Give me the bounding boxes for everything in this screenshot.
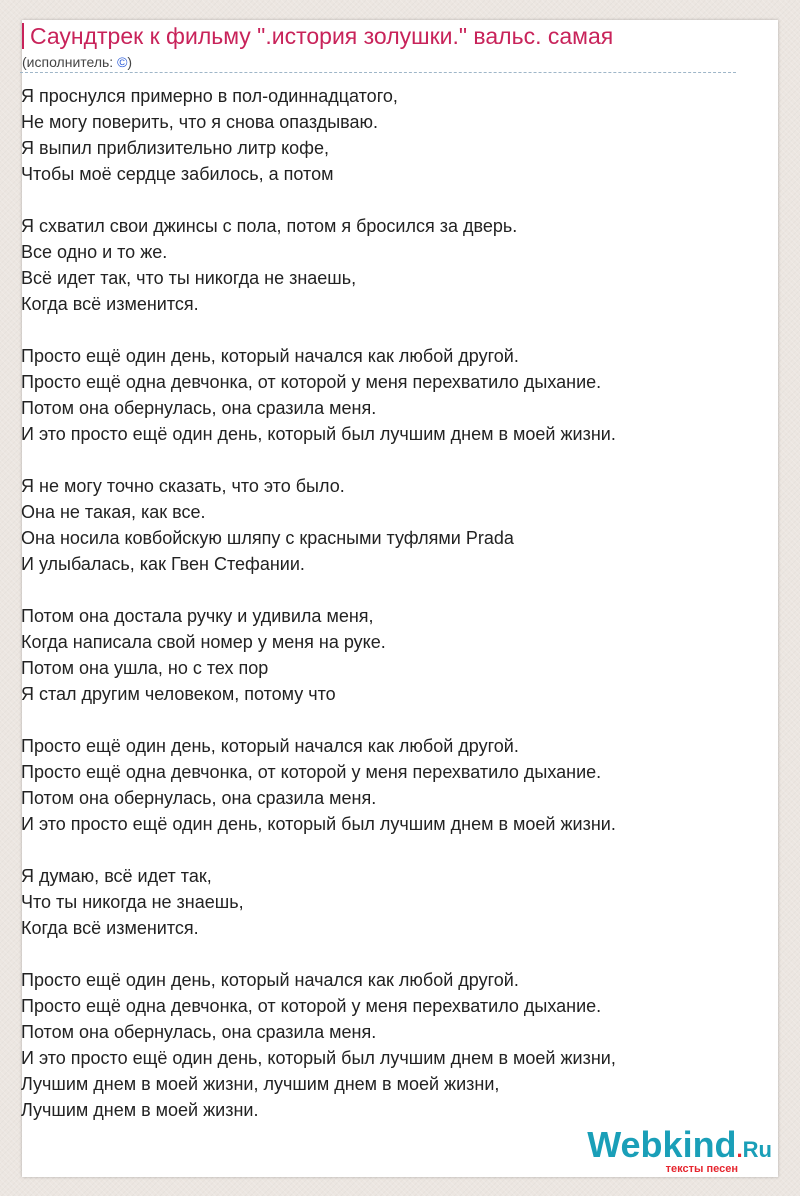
lyrics-line: Лучшим днем в моей жизни, лучшим днем в моей жизни, xyxy=(21,1074,500,1094)
lyrics-line: И это просто ещё один день, который был лучшим днем в моей жизни. xyxy=(21,814,616,834)
lyrics-line: Просто ещё одна девчонка, от которой у меня перехватило дыхание. xyxy=(21,372,602,392)
lyrics-line: Лучшим днем в моей жизни. xyxy=(21,1100,259,1120)
lyrics-line: Я проснулся примерно в пол-одиннадцатого, xyxy=(21,86,398,106)
logo-dot: . xyxy=(736,1137,743,1162)
lyrics-stanza xyxy=(21,863,737,941)
lyrics-stanza xyxy=(21,343,737,447)
performer-link[interactable]: © xyxy=(117,54,128,70)
lyrics-line: Потом она достала ручку и удивила меня, xyxy=(21,606,374,626)
lyrics-line: Когда всё изменится. xyxy=(21,918,199,938)
page-header xyxy=(22,21,736,71)
logo-tld: Ru xyxy=(742,1137,772,1162)
lyrics-line: Я думаю, всё идет так, xyxy=(21,866,212,886)
lyrics-line: И это просто ещё один день, который был лучшим днем в моей жизни. xyxy=(21,424,616,444)
lyrics-line: Всё идет так, что ты никогда не знаешь, xyxy=(21,268,357,288)
lyrics-line: Просто ещё одна девчонка, от которой у меня перехватило дыхание. xyxy=(21,996,602,1016)
lyrics-stanza xyxy=(21,213,737,317)
lyrics-line: Я стал другим человеком, потому что xyxy=(21,684,336,704)
lyrics-line: Потом она обернулась, она сразила меня. xyxy=(21,1022,377,1042)
lyrics-line: Потом она обернулась, она сразила меня. xyxy=(21,398,377,418)
lyrics-line: Что ты никогда не знаешь, xyxy=(21,892,244,912)
lyrics-line: И это просто ещё один день, который был лучшим днем в моей жизни, xyxy=(21,1048,616,1068)
lyrics-line: Просто ещё один день, который начался как любой другой. xyxy=(21,346,519,366)
logo-tagline: тексты песен xyxy=(665,1163,738,1175)
page-title: Саундтрек к фильму ".история золушки." вальс. самая xyxy=(30,23,614,49)
title-row xyxy=(22,21,736,51)
site-logo[interactable] xyxy=(587,1124,772,1175)
lyrics-line: Я выпил приблизительно литр кофе, xyxy=(21,138,329,158)
lyrics-stanza xyxy=(21,733,737,837)
lyrics-line: Просто ещё один день, который начался как любой другой. xyxy=(21,970,519,990)
performer-close: ) xyxy=(127,54,133,70)
lyrics-stanza xyxy=(21,967,737,1123)
title-accent-bar xyxy=(22,23,24,49)
header-divider xyxy=(20,72,736,73)
lyrics-text xyxy=(21,83,737,1149)
lyrics-line: Потом она обернулась, она сразила меня. xyxy=(21,788,377,808)
logo-name: Webkind xyxy=(587,1124,737,1165)
lyrics-stanza xyxy=(21,603,737,707)
logo-wordmark xyxy=(587,1124,772,1168)
lyrics-line: Чтобы моё сердце забилось, а потом xyxy=(21,164,334,184)
lyrics-stanza xyxy=(21,83,737,187)
lyrics-line: Я схватил свои джинсы с пола, потом я бросился за дверь. xyxy=(21,216,518,236)
lyrics-line: Просто ещё один день, который начался как любой другой. xyxy=(21,736,519,756)
lyrics-line: И улыбалась, как Гвен Стефании. xyxy=(21,554,305,574)
lyrics-line: Она не такая, как все. xyxy=(21,502,206,522)
performer-label: (исполнитель: xyxy=(22,54,118,70)
performer-line xyxy=(22,53,736,71)
lyrics-stanza xyxy=(21,473,737,577)
lyrics-line: Когда всё изменится. xyxy=(21,294,199,314)
lyrics-line: Все одно и то же. xyxy=(21,242,168,262)
lyrics-line: Я не могу точно сказать, что это было. xyxy=(21,476,345,496)
lyrics-line: Не могу поверить, что я снова опаздываю. xyxy=(21,112,379,132)
lyrics-line: Просто ещё одна девчонка, от которой у меня перехватило дыхание. xyxy=(21,762,602,782)
lyrics-line: Когда написала свой номер у меня на руке. xyxy=(21,632,386,652)
lyrics-line: Потом она ушла, но с тех пор xyxy=(21,658,269,678)
lyrics-line: Она носила ковбойскую шляпу с красными туфлями Prada xyxy=(21,528,514,548)
